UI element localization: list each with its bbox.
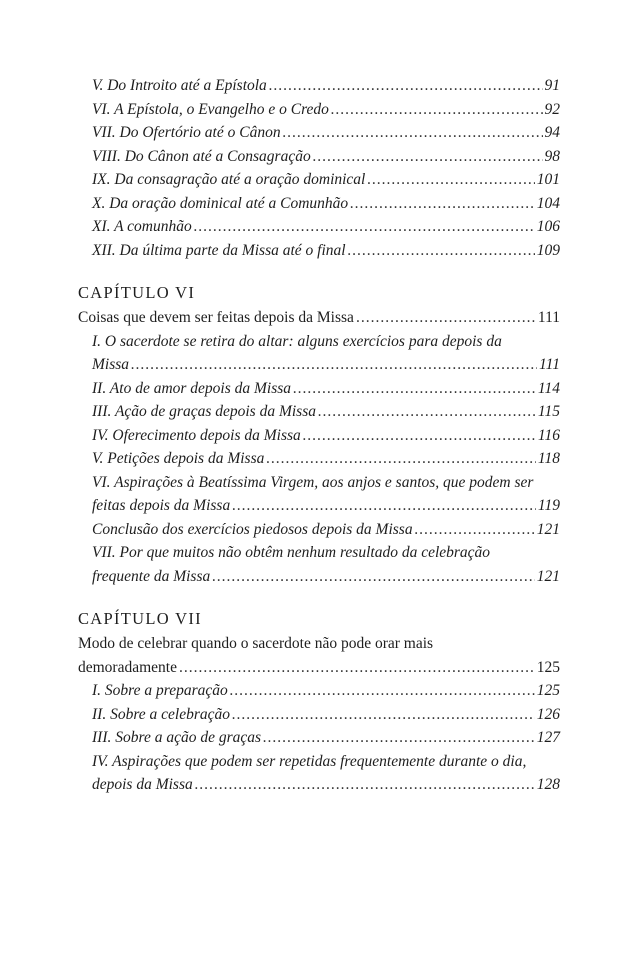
toc-entry — [78, 541, 560, 588]
toc-entry-line — [78, 168, 560, 192]
page-number: 114 — [537, 379, 560, 397]
toc-section — [78, 74, 560, 262]
toc-entry-line — [78, 773, 560, 797]
entry-title: VI. Aspirações à Beatíssima Virgem, aos anjos e santos, que podem ser — [92, 473, 534, 491]
entry-title: Coisas que devem ser feitas depois da Missa — [78, 309, 354, 326]
dot-leader — [131, 353, 537, 377]
page-number: 92 — [544, 100, 560, 118]
page-number: 106 — [536, 218, 560, 235]
dot-leader — [195, 773, 535, 797]
page-number: 94 — [544, 124, 560, 141]
dot-leader — [266, 447, 536, 471]
page-number: 116 — [537, 426, 560, 444]
toc-entry — [78, 703, 560, 727]
toc-entry — [78, 424, 560, 448]
toc-entry-line — [78, 726, 560, 750]
entry-title: II. Sobre a celebração — [92, 705, 231, 723]
toc-section — [78, 282, 560, 588]
page-number: 121 — [536, 520, 560, 538]
dot-leader — [415, 518, 535, 542]
toc-entry-line — [78, 565, 560, 589]
page-number: 98 — [544, 147, 560, 165]
page-number: 115 — [537, 403, 560, 420]
toc-entry-line — [78, 239, 560, 263]
toc-entry — [78, 471, 560, 518]
toc-entry-line — [78, 518, 560, 542]
page-number: 91 — [544, 77, 560, 94]
dot-leader — [212, 565, 535, 589]
toc-entry — [78, 632, 560, 679]
entry-title: feitas depois da Missa — [92, 497, 231, 514]
page-number: 126 — [536, 705, 560, 723]
toc-entry-line — [78, 215, 560, 239]
dot-leader — [350, 192, 535, 216]
toc-entry-line — [78, 98, 560, 122]
toc-entry — [78, 400, 560, 424]
page-number: 109 — [536, 241, 560, 259]
toc-entry-line — [78, 353, 560, 377]
toc-entry — [78, 750, 560, 797]
toc-entry — [78, 330, 560, 377]
dot-leader — [263, 726, 535, 750]
toc-entry-line — [78, 400, 560, 424]
dot-leader — [232, 703, 535, 727]
toc-entry-line — [78, 306, 560, 330]
page-number: 111 — [537, 309, 560, 326]
toc-entry-line — [78, 494, 560, 518]
page-number: 104 — [536, 194, 560, 212]
toc-entry-line-wrap — [78, 541, 560, 565]
entry-title: X. Da oração dominical até a Comunhão — [92, 194, 349, 212]
page-number: 125 — [536, 682, 560, 699]
toc-entry-line — [78, 145, 560, 169]
toc-entry — [78, 518, 560, 542]
dot-leader — [179, 656, 535, 680]
page-number: 101 — [536, 171, 560, 188]
toc-entry-line — [78, 192, 560, 216]
chapter-heading: CAPÍTULO VII — [78, 609, 202, 628]
toc-entry — [78, 377, 560, 401]
toc-entry — [78, 726, 560, 750]
toc-entry-line-wrap — [78, 471, 560, 495]
toc-entry-line — [78, 121, 560, 145]
toc-entry — [78, 168, 560, 192]
dot-leader — [232, 494, 536, 518]
dot-leader — [318, 400, 536, 424]
toc-entry — [78, 74, 560, 98]
entry-title: Missa — [92, 356, 130, 373]
toc-entry-line — [78, 74, 560, 98]
entry-title: III. Sobre a ação de graças — [92, 729, 262, 746]
toc-entry — [78, 679, 560, 703]
toc-entry-line — [78, 377, 560, 401]
toc-entry-line-wrap — [78, 330, 560, 354]
dot-leader — [230, 679, 535, 703]
entry-title: IV. Aspirações que podem ser repetidas frequentemente durante o dia, — [92, 752, 527, 770]
entry-title: IX. Da consagração até a oração dominical — [92, 171, 366, 188]
toc-entry-line-wrap — [78, 632, 560, 656]
toc-entry — [78, 447, 560, 471]
dot-leader — [269, 74, 543, 98]
toc-entry-line — [78, 656, 560, 680]
dot-leader — [356, 306, 536, 330]
dot-leader — [313, 145, 543, 169]
toc-entry — [78, 145, 560, 169]
entry-title: II. Ato de amor depois da Missa — [92, 379, 292, 397]
page-number: 125 — [536, 658, 560, 676]
toc-entry — [78, 192, 560, 216]
dot-leader — [283, 121, 543, 145]
page-number: 127 — [536, 729, 560, 746]
toc-entry-line — [78, 703, 560, 727]
entry-title: VIII. Do Cânon até a Consagração — [92, 147, 311, 165]
chapter-heading: CAPÍTULO VI — [78, 283, 196, 302]
entry-title: XII. Da última parte da Missa até o final — [92, 241, 346, 259]
entry-title: XI. A comunhão — [92, 218, 192, 235]
entry-title: V. Petições depois da Missa — [92, 450, 265, 467]
entry-title: IV. Oferecimento depois da Missa — [92, 426, 301, 444]
toc-entry — [78, 98, 560, 122]
page-number: 118 — [537, 450, 560, 467]
entry-title: V. Do Introito até a Epístola — [92, 77, 267, 94]
dot-leader — [303, 424, 536, 448]
toc-section — [78, 608, 560, 797]
entry-title: Conclusão dos exercícios piedosos depois da Missa — [92, 520, 413, 538]
toc-entry-line — [78, 424, 560, 448]
entry-title: frequente da Missa — [92, 567, 211, 585]
toc-entry — [78, 121, 560, 145]
entry-title: III. Ação de graças depois da Missa — [92, 403, 317, 420]
entry-title: I. Sobre a preparação — [92, 682, 228, 699]
entry-title: I. O sacerdote se retira do altar: alguns exercícios para depois da — [92, 332, 502, 350]
toc-entry — [78, 306, 560, 330]
entry-title: VI. A Epístola, o Evangelho e o Credo — [92, 100, 329, 118]
page-number: 119 — [537, 497, 560, 514]
toc-entry — [78, 239, 560, 263]
page-number: 111 — [539, 356, 560, 373]
page-number: 128 — [536, 776, 560, 793]
table-of-contents — [78, 74, 560, 797]
toc-entry-line — [78, 679, 560, 703]
dot-leader — [367, 168, 534, 192]
dot-leader — [293, 377, 536, 401]
dot-leader — [348, 239, 535, 263]
dot-leader — [194, 215, 535, 239]
toc-entry — [78, 215, 560, 239]
entry-title: Modo de celebrar quando o sacerdote não pode orar mais — [78, 635, 434, 652]
toc-entry-line-wrap — [78, 750, 560, 774]
entry-title: depois da Missa — [92, 776, 193, 793]
entry-title: demoradamente — [78, 658, 177, 676]
toc-entry-line — [78, 447, 560, 471]
entry-title: VII. Por que muitos não obtêm nenhum resultado da celebração — [92, 544, 491, 561]
dot-leader — [331, 98, 543, 122]
page-number: 121 — [536, 567, 560, 585]
entry-title: VII. Do Ofertório até o Cânon — [92, 124, 281, 141]
